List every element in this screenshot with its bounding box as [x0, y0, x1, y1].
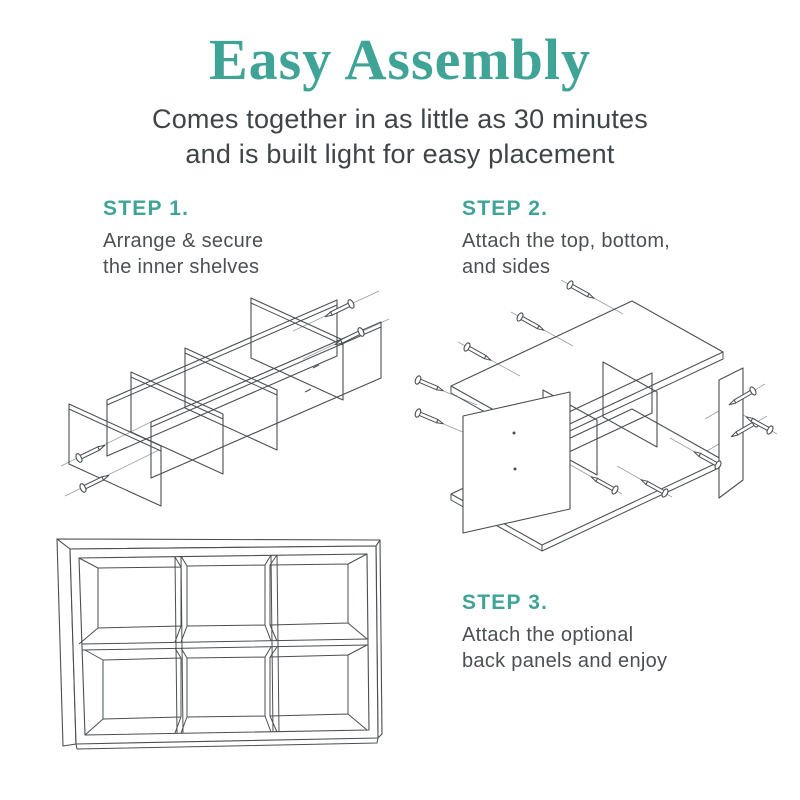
step2-diagram	[413, 266, 788, 558]
screw-leader-lines	[61, 291, 389, 496]
subtitle-line-1: Comes together in as little as 30 minutes	[152, 104, 648, 134]
screw-icon	[79, 471, 111, 493]
step1-description	[103, 228, 263, 280]
step3-label: STEP 3.	[462, 591, 549, 614]
divider-panels	[69, 298, 343, 506]
screw-icon	[414, 375, 445, 395]
screw-icon	[323, 299, 355, 321]
long-shelf-panels	[107, 300, 381, 478]
screw-icon	[516, 312, 546, 334]
page-title: Easy Assembly	[208, 27, 591, 92]
step1-label: STEP 1.	[103, 197, 190, 220]
subtitle-line-2: and is built light for easy placement	[185, 139, 615, 169]
screw-icon	[463, 342, 493, 364]
step3-text-block	[462, 591, 667, 674]
subtitle	[0, 102, 800, 172]
screw-icon	[744, 413, 774, 435]
step1-description-line-2: the inner shelves	[103, 256, 260, 278]
screw-icon	[414, 408, 445, 428]
step2-description-line-2: and sides	[462, 256, 551, 278]
step3-description-line-1: Attach the optional	[462, 624, 634, 646]
screws	[75, 299, 366, 493]
step2-description-line-1: Attach the top, bottom,	[462, 230, 671, 252]
screw-icon	[75, 441, 107, 463]
step3-description	[462, 622, 667, 674]
step1-text-block	[103, 197, 263, 280]
screw-icon	[589, 473, 619, 495]
step1-diagram	[55, 288, 395, 533]
screw-icon	[566, 280, 596, 302]
step3-description-line-2: back panels and enjoy	[462, 650, 668, 672]
step3-diagram	[46, 528, 416, 780]
left-side-panel	[463, 392, 570, 533]
step2-label: STEP 2.	[462, 197, 549, 220]
step1-description-line-1: Arrange & secure	[103, 230, 264, 252]
